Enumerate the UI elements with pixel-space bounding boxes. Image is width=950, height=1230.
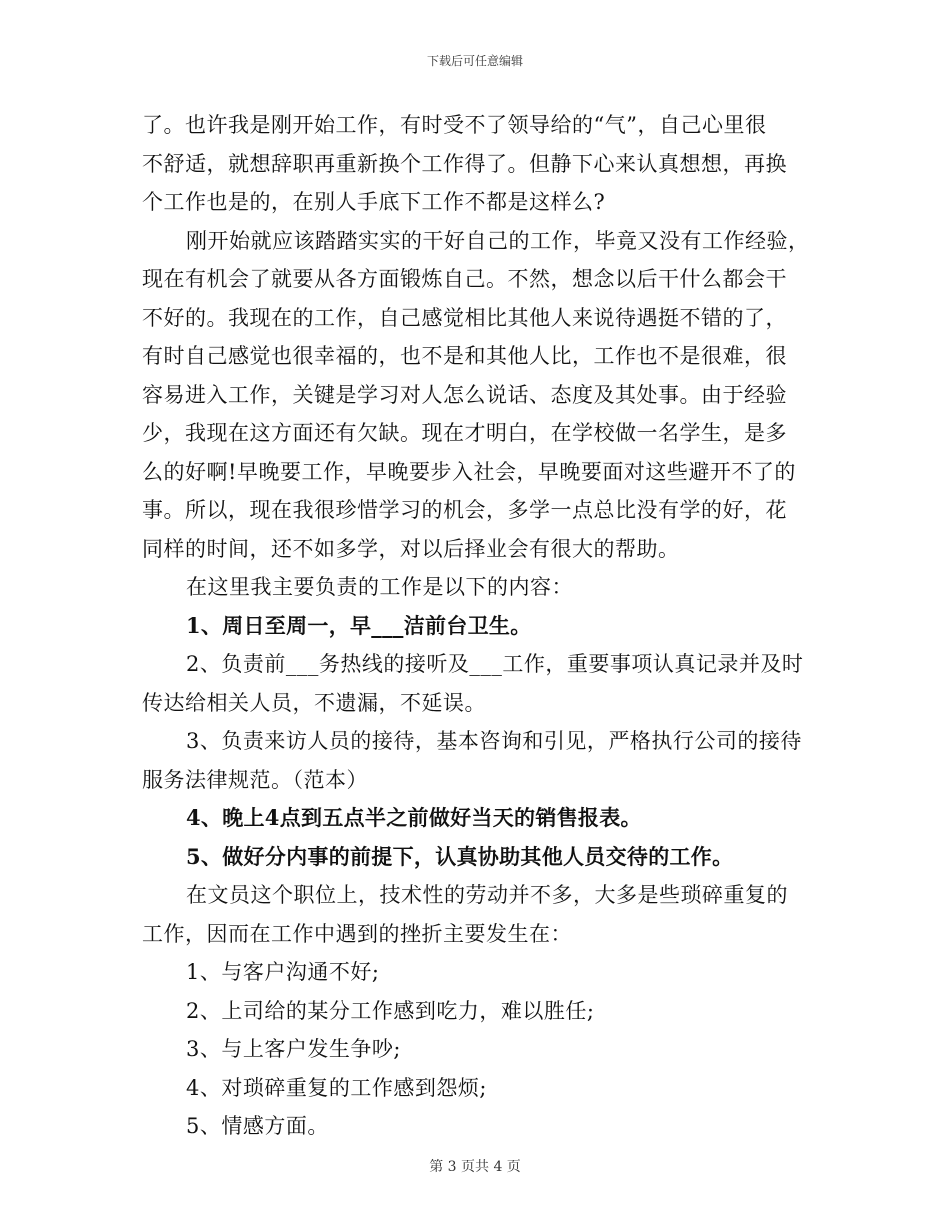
text-line: 3、负责来访人员的接待，基本咨询和引见，严格执行公司的接待 — [186, 729, 802, 753]
text-line: 刚开始就应该踏踏实实的干好自己的工作，毕竟又没有工作经验， — [186, 228, 810, 253]
text-line: 同样的时间，还不如多学，对以后择业会有很大的帮助。 — [142, 536, 680, 561]
text-line: 个工作也是的，在别人手底下工作不都是这样么? — [142, 190, 606, 214]
frustration-item-2 — [142, 992, 812, 1031]
text-line: 2、负责前___务热线的接听及___工作，重要事项认真记录并及时 — [186, 652, 804, 676]
text-line: 少，我现在这方面还有欠缺。现在才明白，在学校做一名学生，是多 — [142, 421, 787, 445]
text-line: 1、与客户沟通不好; — [186, 960, 380, 984]
text-line: 在文员这个职位上，技术性的劳动并不多，大多是些琐碎重复的 — [186, 883, 788, 907]
text-line: 传达给相关人员，不遗漏，不延误。 — [142, 690, 486, 715]
text-line: 2、上司给的某分工作感到吃力，难以胜任; — [186, 998, 595, 1023]
paragraph-continuation — [142, 106, 812, 222]
paragraph-frustrations-intro — [142, 876, 812, 953]
text-line: 5、情感方面。 — [186, 1114, 329, 1138]
paragraph-work-attitude — [142, 222, 812, 569]
duty-item-5 — [142, 838, 812, 877]
frustration-item-4 — [142, 1069, 812, 1108]
text-line: 现在有机会了就要从各方面锻炼自己。不然，想念以后干什么都会干 — [142, 267, 787, 291]
text-line: 么的好啊!早晚要工作，早晚要步入社会，早晚要面对这些避开不了的 — [142, 459, 796, 484]
page-header: 下载后可任意编辑 — [426, 54, 523, 68]
frustration-item-5 — [142, 1107, 812, 1146]
duty-item-3 — [142, 722, 812, 799]
text-line: 3、与上客户发生争吵; — [186, 1037, 401, 1061]
text-line: 有时自己感觉也很幸福的，也不是和其他人比，工作也不是很难，很 — [142, 344, 787, 368]
text-line: 不舒适，就想辞职再重新换个工作得了。但静下心来认真想想，再换 — [142, 151, 787, 176]
text-line: 5、做好分内事的前提下，认真协助其他人员交待的工作。 — [186, 843, 734, 869]
duty-item-2 — [142, 645, 812, 722]
document-body — [142, 106, 812, 1146]
text-line: 事。所以，现在我很珍惜学习的机会，多学一点总比没有学的好，花 — [142, 498, 787, 522]
text-line: 服务法律规范。（范本） — [142, 767, 368, 792]
text-line: 工作，因而在工作中遇到的挫折主要发生在： — [142, 921, 572, 946]
text-line: 不好的。我现在的工作，自己感觉相比其他人来说待遇挺不错的了， — [142, 305, 787, 330]
paragraph-duties-intro — [142, 568, 812, 607]
duty-item-4 — [142, 799, 812, 838]
text-line: 在这里我主要负责的工作是以下的内容： — [186, 575, 573, 599]
text-line: 1、周日至周一，早___洁前台卫生。 — [186, 612, 532, 638]
frustration-item-1 — [142, 953, 812, 992]
text-line: 4、晚上4点到五点半之前做好当天的销售报表。 — [186, 805, 642, 830]
text-line: 4、对琐碎重复的工作感到怨烦; — [186, 1075, 487, 1100]
duty-item-1 — [142, 607, 812, 646]
frustration-item-3 — [142, 1030, 812, 1069]
text-line: 容易进入工作，关键是学习对人怎么说话、态度及其处事。由于经验 — [142, 382, 787, 407]
text-line: 了。也许我是刚开始工作，有时受不了领导给的“气”，自己心里很 — [142, 113, 767, 137]
page-footer: 第 3 页共 4 页 — [429, 1159, 521, 1175]
